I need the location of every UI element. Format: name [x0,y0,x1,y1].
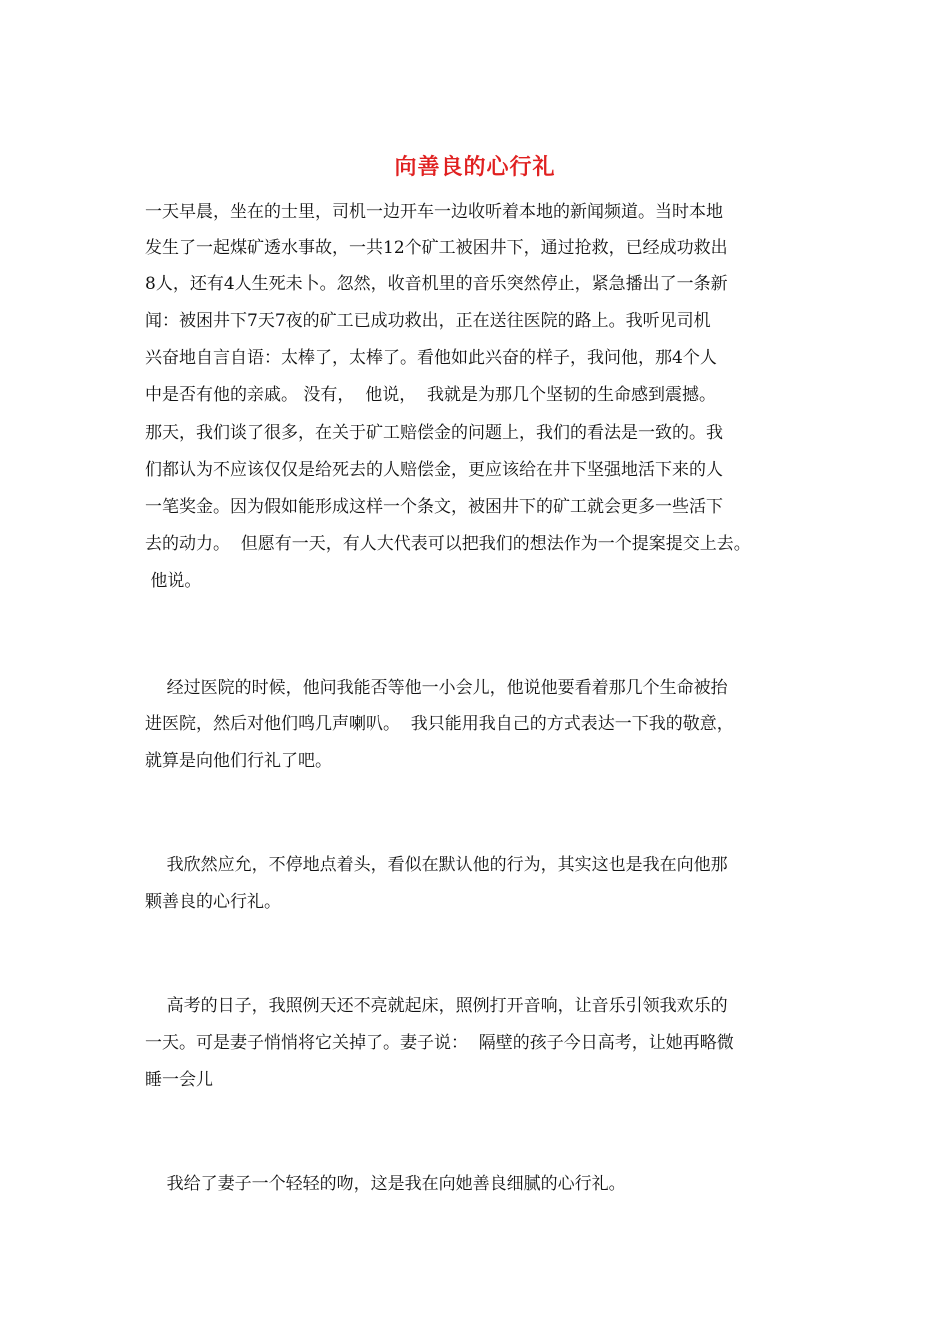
text-line: 发生了一起煤矿透水事故，一共12个矿工被困井下，通过抢救，已经成功救出 [145,238,728,258]
text-line: 睡一会儿 [145,1070,213,1090]
text-line: 去的动力。 但愿有一天，有人大代表可以把我们的想法作为一个提案提交上去。 [145,534,751,554]
text-line: 们都认为不应该仅仅是给死去的人赔偿金，更应该给在井下坚强地活下来的人 [145,460,723,480]
text-line: 我给了妻子一个轻轻的吻，这是我在向她善良细腻的心行礼。 [145,1174,626,1194]
text-line: 我欣然应允，不停地点着头，看似在默认他的行为，其实这也是我在向他那 [145,855,728,875]
text-line: 那天，我们谈了很多，在关于矿工赔偿金的问题上，我们的看法是一致的。我 [145,423,723,443]
document-title: 向善良的心行礼 [394,154,556,180]
text-line: 一天。可是妻子悄悄将它关掉了。妻子说： 隔壁的孩子今日高考，让她再略微 [145,1033,734,1053]
text-line: 中是否有他的亲戚。 没有， 他说， 我就是为那几个坚韧的生命感到震撼。 [145,385,717,405]
text-line: 就算是向他们行礼了吧。 [145,751,332,771]
text-line: 一笔奖金。因为假如能形成这样一个条文，被困井下的矿工就会更多一些活下 [145,497,723,517]
text-line: 经过医院的时候，他问我能否等他一小会儿，他说他要看着那几个生命被抬 [145,678,728,698]
text-line: 闻：被困井下7天7夜的矿工已成功救出，正在送往医院的路上。我听见司机 [145,311,711,331]
text-line: 兴奋地自言自语：太棒了，太棒了。看他如此兴奋的样子，我问他，那4个人 [145,348,717,368]
text-line: 颗善良的心行礼。 [145,892,281,912]
text-line: 8人，还有4人生死未卜。忽然，收音机里的音乐突然停止，紧急播出了一条新 [145,274,728,294]
text-line: 高考的日子，我照例天还不亮就起床，照例打开音响，让音乐引领我欢乐的 [145,996,728,1016]
text-line: 进医院，然后对他们鸣几声喇叭。 我只能用我自己的方式表达一下我的敬意， [145,714,734,734]
text-line: 一天早晨，坐在的士里，司机一边开车一边收听着本地的新闻频道。当时本地 [145,202,723,222]
text-line: 他说。 [145,571,202,591]
